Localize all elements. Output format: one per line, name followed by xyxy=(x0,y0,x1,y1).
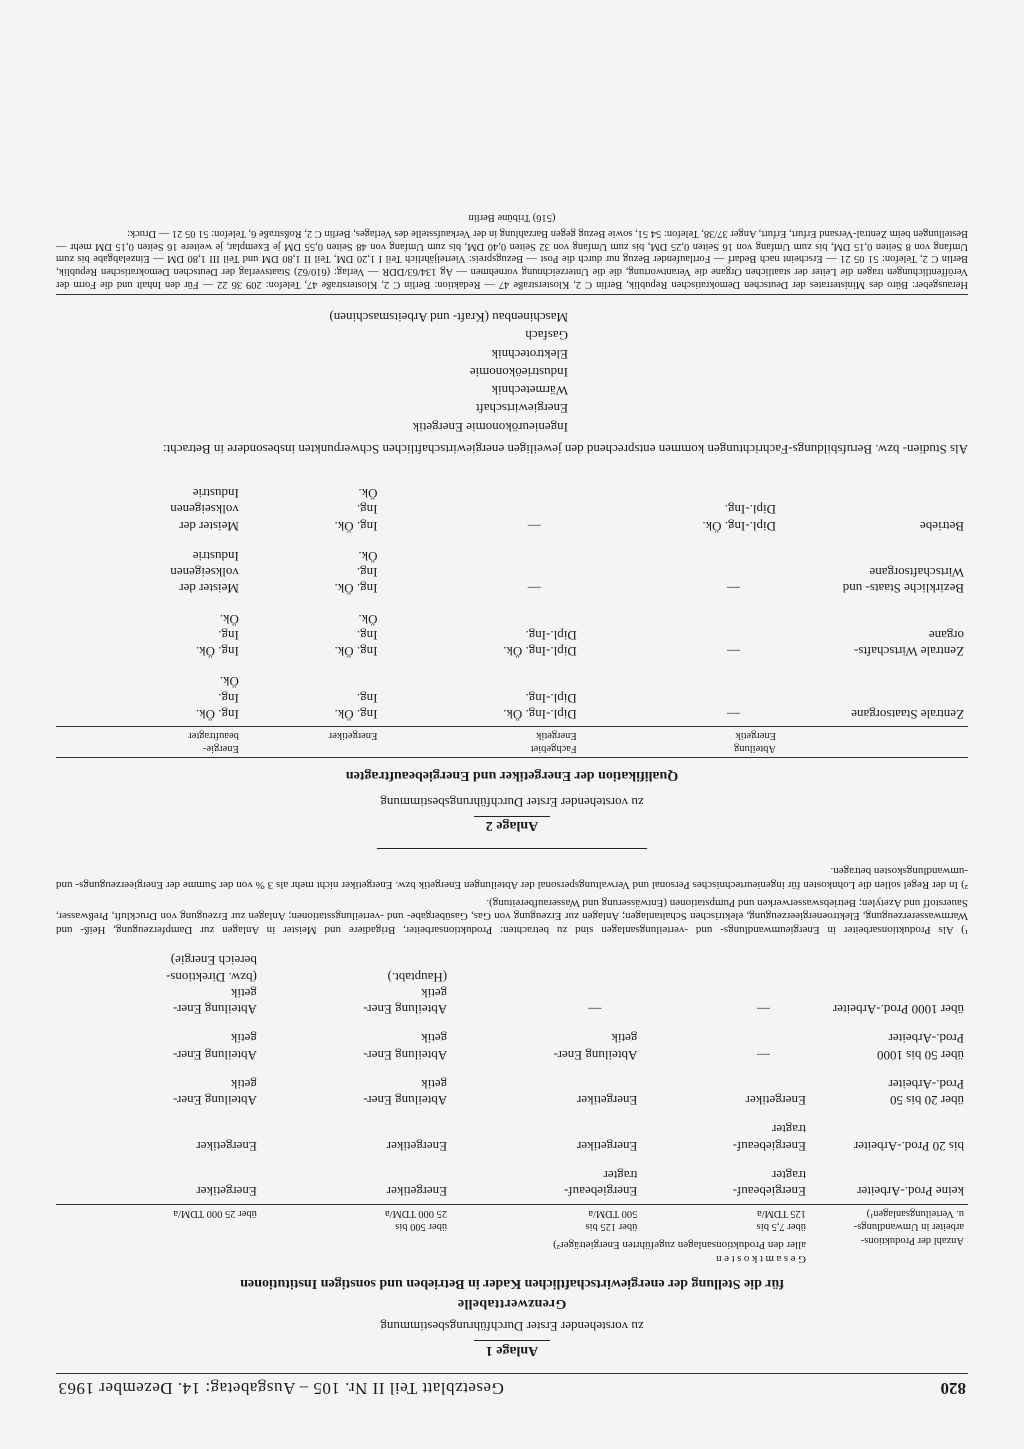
table-cell: Energetiker xyxy=(577,1138,638,1154)
table-cell: — xyxy=(727,644,740,660)
list-item: Gasfach xyxy=(525,328,568,344)
row-label: Zentrale Wirtschafts- organe xyxy=(853,628,964,660)
table-cell: Abteilung Ener- getik (bzw. Direktions- bereich Energie) xyxy=(165,953,257,1018)
gazette-title: Gesetzblatt Teil II Nr. 105 – Ausgabetag: 14. Dezember 1963 xyxy=(58,1379,504,1398)
table-cell: Energiebeauf- tragter xyxy=(564,1168,638,1200)
imprint: Herausgeber: Büro des Ministerrates der Deutschen Demokratischen Republik, Berlin C 2, Klosterstraße 47 — Redaktion: Berlin C 2, Klosterstraße 47, Telefon: 209 36 22 — Für den Inhalt und die Form der Veröffentlichungen tragen die Leiter der staatlichen Organe die Verantwortung, die die Unterzeichnung vornehmen — Ag 134/63/DDR — Verlag: (610/62) Staatsverlag der Deutschen Demokratischen Republik, Berlin C 2, Telefon: 51 05 21 — Erscheint nach Bedarf — Fortlaufender Bezug nur durch die Post — Bezugspreis: Vierteljährlich Teil I 1,20 DM, Teil II 1,80 DM und Teil III 1,80 DM — Einzelabgabe bis zum Umfang von 8 Seiten 0,15 DM, bis zum Umfang von 16 Seiten 0,25 DM, bis zum Umfang von 32 Seiten 0,40 DM, bis zum Umfang von 48 Seiten 0,55 DM je Exemplar, je weitere 16 Seiten 0,15 DM mehr — Bestellungen beim Zentral-Versand Erfurt, Erfurt, Anger 37/38, Telefon: 54 51, sowie Bezug gegen Barzahlung in der Verkaufsstelle des Verlages, Berlin C 2, Roßstraße 6, Telefon: 51 05 21 — Druck: xyxy=(56,226,968,295)
table-cell: — xyxy=(527,518,541,534)
col-header-range: über 500 bis 25 000 TDM/a xyxy=(261,1205,451,1236)
page-number: 820 xyxy=(940,1379,966,1398)
table-cell: Meister der volkseigenen Industrie xyxy=(170,486,239,534)
anlage1-label: Anlage 1 xyxy=(474,1340,551,1359)
table-row xyxy=(56,601,968,664)
table-row xyxy=(56,663,968,726)
col-header-total-costs: Gesamtkosten xyxy=(713,1253,806,1265)
col-header-workers: Anzahl der Produktions- arbeiter in Umwandlungs- u. Verteilungsanlagen¹) xyxy=(810,1205,968,1267)
table-cell: Energetiker xyxy=(745,1093,806,1109)
table-cell: — xyxy=(727,581,740,597)
table-cell: Abteilung Ener- getik (Hauptabt.) xyxy=(363,969,448,1018)
row-label: bis 20 Prod.-Arbeiter xyxy=(853,1138,964,1154)
table-cell: Dipl.-Ing. Ök. Dipl.-Ing. xyxy=(702,502,776,534)
row-label: Betriebe xyxy=(919,518,964,534)
table-cell: Energiebeauf- tragter xyxy=(732,1168,806,1200)
table-cell: Ing. Ök. Ing. Ök. xyxy=(195,611,239,660)
list-item: Wärmetechnik xyxy=(491,383,568,399)
row-label: über 20 bis 50 Prod.-Arbeiter xyxy=(888,1077,964,1109)
table-row xyxy=(56,944,968,1022)
footnote-1: ¹) Als Produktionsarbeiter in Energieumwandlungs- und -verteilungsanlagen sind zu betrachten: Produktionsarbeiter, Brigadiere und Meister in Anlagen zur Dampferzeugung, Heiß- und Warmwassererzeugung, Elektroenergieerzeugung, elektrischen Schaltanlagen; Anlagen zur Erzeugung von Gas, Gasübergabe- und -verteilungsstationen; Anlagen zur Erzeugung von Druckluft, Preßwasser, Sauerstoff und Azetylen; Betriebswasserwerken und Pumpstationen (Entwässerung und Wasseraufbereitung). xyxy=(56,896,968,937)
row-label: Bezirkliche Staats- und Wirtschaftsorgane xyxy=(842,565,964,597)
row-label: Zentrale Staatsorgane xyxy=(851,707,964,722)
table-row xyxy=(56,538,968,601)
table-row xyxy=(56,475,968,538)
table-cell: Energiebeauf- tragter xyxy=(732,1122,806,1154)
table-cell: Meister der volkseigenen Industrie xyxy=(170,549,239,597)
table-cell: — xyxy=(527,581,541,597)
table-cell: Ing. Ök. Ing. Ök. xyxy=(334,549,378,597)
table-cell: Energetiker xyxy=(577,1093,638,1109)
row-label: keine Prod.-Arbeiter xyxy=(857,1184,964,1200)
table-cell: Energetiker xyxy=(386,1184,448,1200)
anlage2-label: Anlage 2 xyxy=(474,816,551,835)
list-item: Elektrotechnik xyxy=(491,346,568,362)
anlage1-subtitle: zu vorstehender Erster Durchführungsbestimmung xyxy=(380,1319,644,1335)
table-cell: — xyxy=(757,1002,770,1018)
table-row xyxy=(56,1022,968,1068)
col-header xyxy=(780,727,968,758)
table-row xyxy=(56,1113,968,1159)
anlage2-subtitle: zu vorstehender Erster Durchführungsbestimmung xyxy=(380,795,644,810)
col-header: Energetiker xyxy=(243,727,382,758)
list-item: Maschinenbau (Kraft- und Arbeitsmaschinen) xyxy=(329,310,568,326)
col-header-total-costs-sub: aller den Produktionsanlagen zugeführten Energieträger²) xyxy=(553,1239,806,1252)
table-cell: Abteilung Ener- getik xyxy=(363,1031,448,1063)
document-page xyxy=(56,79,968,1399)
table-cell: Abteilung Ener- getik xyxy=(553,1031,638,1063)
col-header-range: über 7,5 bis 125 TDM/a xyxy=(641,1205,810,1236)
col-header: Abteilung Energetik xyxy=(581,727,780,758)
threshold-table xyxy=(56,944,968,1267)
table-row xyxy=(56,1159,968,1205)
col-header: Energie- beauftragter xyxy=(56,727,243,758)
table-cell: Energetiker xyxy=(196,1138,257,1154)
col-header: Fachgebiet Energetik xyxy=(381,727,580,758)
table-cell: Abteilung Ener- getik xyxy=(363,1077,448,1109)
table-cell: Ing. Ök. Ing. Ök. xyxy=(195,674,239,722)
section-divider xyxy=(377,849,647,850)
fields-intro: Als Studien- bzw. Berufsbildungs-Fachrichtungen kommen entsprechend den jeweiligen energiewirtschaftlichen Schwerpunkten insbesondere in Betracht: xyxy=(162,442,968,457)
table-cell: Ing. Ök. Ing. Ök. xyxy=(334,486,378,534)
col-header-range: über 25 000 TDM/a xyxy=(56,1205,261,1236)
anlage1-title: Grenzwerttabelle xyxy=(457,1296,567,1311)
table-cell: — xyxy=(757,1047,770,1063)
qualification-table xyxy=(56,475,968,758)
list-item: Industrieökonomie xyxy=(469,365,568,380)
row-label: über 50 bis 1000 Prod.-Arbeiter xyxy=(876,1031,964,1063)
list-item: Ingenieurökonomie Energetik xyxy=(412,419,568,435)
table-cell: Abteilung Ener- getik xyxy=(172,1031,257,1063)
printer-line: (516) Tribüne Berlin xyxy=(468,212,556,224)
row-label: über 1000 Prod.-Arbeiter xyxy=(832,1002,964,1018)
page-header xyxy=(56,1373,968,1399)
footnote-2: ²) In der Regel sollen die Lohnkosten für ingenieurtechnisches Personal und Verwaltungspersonal der Abteilungen Energetik bzw. Energetiker nicht mehr als 3 % von der Summe der Energieerzeugungs- und -umwandlungskosten betragen. xyxy=(56,865,968,891)
table-cell: Energetiker xyxy=(386,1138,448,1154)
fields-list xyxy=(56,309,568,435)
anlage1-title-sub: für die Stellung der energiewirtschaftlichen Kader in Betrieben und sonstigen Institutionen xyxy=(240,1276,784,1292)
table-cell: — xyxy=(588,1002,602,1018)
col-header-range: über 125 bis 500 TDM/a xyxy=(451,1205,641,1236)
table-cell: Ing. Ök. Ing. Ök. xyxy=(334,611,378,660)
table-cell: — xyxy=(727,707,740,722)
table-row xyxy=(56,1068,968,1114)
table-cell: Ing. Ök. Ing. xyxy=(334,690,378,722)
table-cell: Energetiker xyxy=(196,1184,257,1200)
table-cell: Abteilung Ener- getik xyxy=(172,1077,257,1109)
anlage2-title: Qualifikation der Energetiker und Energiebeauftragten xyxy=(345,767,679,783)
table-cell: Dipl.-Ing. Ök. Dipl.-Ing. xyxy=(503,628,577,660)
table-cell: Dipl.-Ing. Ök. Dipl.-Ing. xyxy=(503,690,577,722)
list-item: Energiewirtschaft xyxy=(475,401,568,417)
